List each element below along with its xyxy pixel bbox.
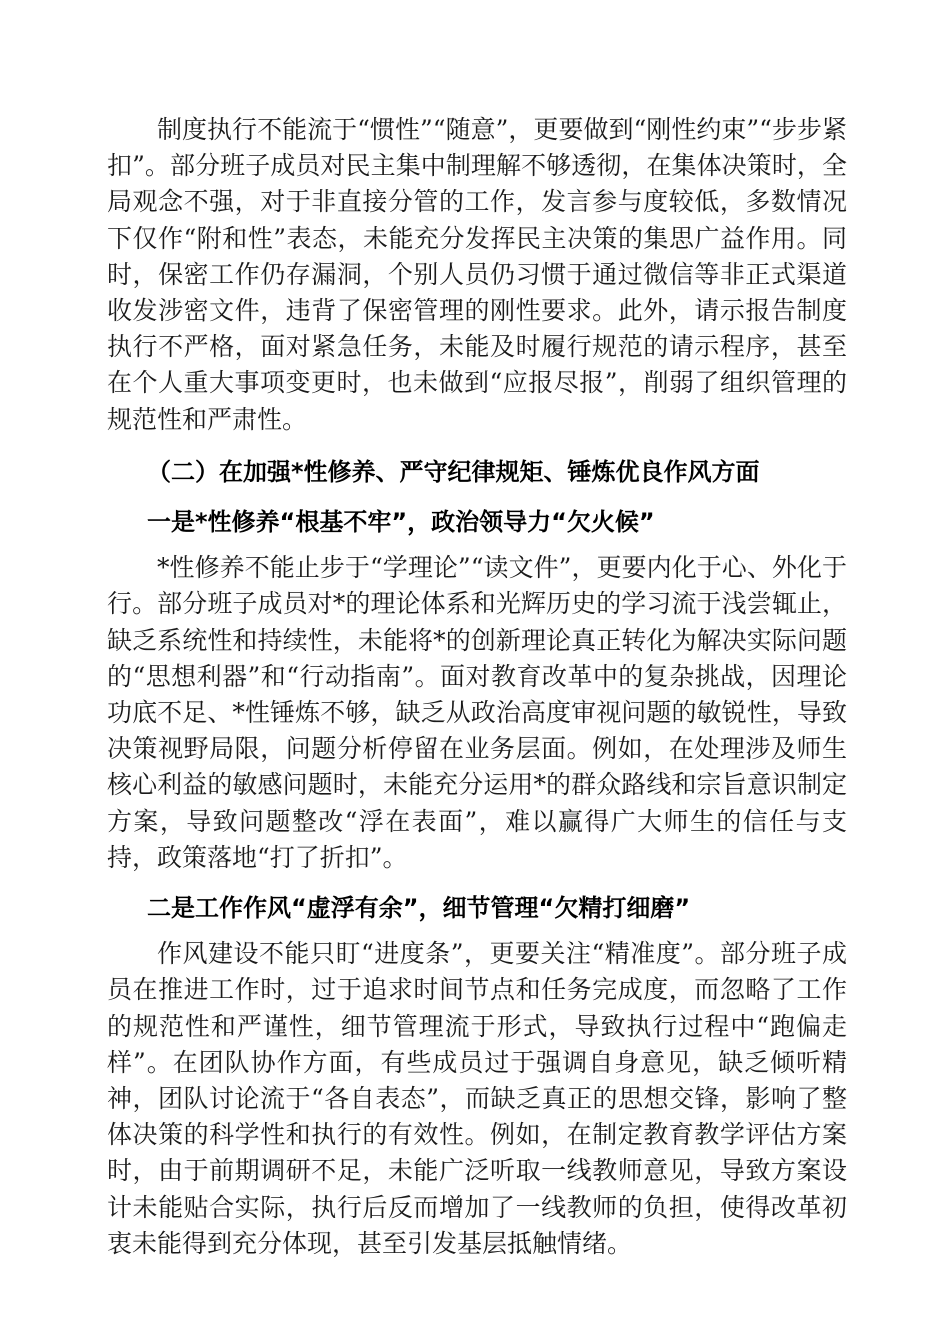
section-heading: （二）在加强*性修养、严守纪律规矩、锤炼优良作风方面 bbox=[147, 457, 760, 486]
subheading-party-cultivation: 一是*性修养“根基不牢”，政治领导力“欠火候” bbox=[147, 508, 655, 537]
document-page bbox=[107, 112, 847, 1262]
paragraph-party-cultivation: *性修养不能止步于“学理论”“读文件”，更要内化于心、外化于行。部分班子成员对*的理论体系和光辉历史的学习流于浅尝辄止，缺乏系统性和持续性，未能将*的创新理论真正转化为解决实际问题的“思想利器”和“行动指南”。面对教育改革中的复杂挑战，因理论功底不足、*性锤炼不够，缺乏从政治高度审视问题的敏锐性，导致决策视野局限，问题分析停留在业务层面。例如，在处理涉及师生核心利益的敏感问题时，未能充分运用*的群众路线和宗旨意识制定方案，导致问题整改“浮在表面”，难以赢得广大师生的信任与支持，政策落地“打了折扣”。 bbox=[107, 553, 847, 872]
paragraph-work-style: 作风建设不能只盯“进度条”，更要关注“精准度”。部分班子成员在推进工作时，过于追求时间节点和任务完成度，而忽略了工作的规范性和严谨性，细节管理流于形式，导致执行过程中“跑偏走样”。在团队协作方面，有些成员过于强调自身意见，缺乏倾听精神，团队讨论流于“各自表态”，而缺乏真正的思想交锋，影响了整体决策的科学性和执行的有效性。例如，在制定教育教学评估方案时，由于前期调研不足，未能广泛听取一线教师意见，导致方案设计未能贴合实际，执行后反而增加了一线教师的负担，使得改革初衷未能得到充分体现，甚至引发基层抵触情绪。 bbox=[107, 939, 847, 1258]
paragraph-institutional-execution: 制度执行不能流于“惯性”“随意”，更要做到“刚性约束”“步步紧扣”。部分班子成员对民主集中制理解不够透彻，在集体决策时，全局观念不强，对于非直接分管的工作，发言参与度较低，多数情况下仅作“附和性”表态，未能充分发挥民主决策的集思广益作用。同时，保密工作仍存漏洞，个别人员仍习惯于通过微信等非正式渠道收发涉密文件，违背了保密管理的刚性要求。此外，请示报告制度执行不严格，面对紧急任务，未能及时履行规范的请示程序，甚至在个人重大事项变更时，也未做到“应报尽报”，削弱了组织管理的规范性和严肃性。 bbox=[107, 115, 847, 434]
subheading-work-style: 二是工作作风“虚浮有余”，细节管理“欠精打细磨” bbox=[147, 894, 691, 923]
